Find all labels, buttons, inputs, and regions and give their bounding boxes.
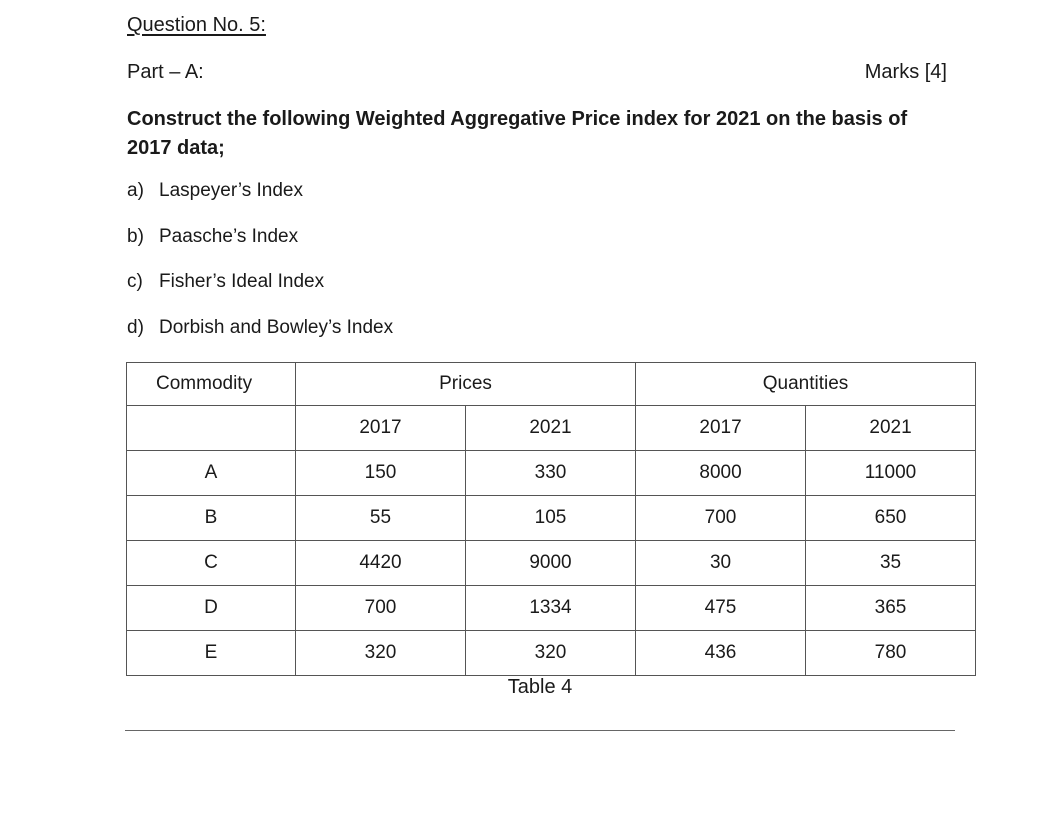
list-marker: a)	[127, 180, 144, 201]
table-cell: 330	[466, 451, 636, 496]
table-header-row	[127, 363, 976, 406]
table-cell: 35	[806, 541, 976, 586]
table-row	[127, 586, 976, 631]
part-label: Part – A:	[127, 61, 204, 83]
table-cell: E	[127, 631, 296, 676]
table-cell: 9000	[466, 541, 636, 586]
table-cell: D	[127, 586, 296, 631]
list-item	[127, 271, 324, 293]
list-item	[127, 180, 303, 202]
table-cell: 150	[296, 451, 466, 496]
table-cell: 105	[466, 496, 636, 541]
marks-label: Marks [4]	[864, 61, 947, 83]
table-cell: 11000	[806, 451, 976, 496]
table-cell: 320	[466, 631, 636, 676]
table-cell: 1334	[466, 586, 636, 631]
list-marker: d)	[127, 317, 144, 338]
list-label: Dorbish and Bowley’s Index	[159, 317, 394, 338]
table-cell: B	[127, 496, 296, 541]
qty-2021-header: 2021	[806, 406, 976, 451]
data-table	[126, 362, 976, 676]
list-label: Fisher’s Ideal Index	[159, 271, 325, 292]
table-cell: 4420	[296, 541, 466, 586]
table-cell: 8000	[636, 451, 806, 496]
price-2017-header: 2017	[296, 406, 466, 451]
empty-cell	[127, 406, 296, 451]
table-row	[127, 496, 976, 541]
table-cell: A	[127, 451, 296, 496]
question-title: Question No. 5:	[127, 14, 266, 36]
qty-2017-header: 2017	[636, 406, 806, 451]
table-cell: 365	[806, 586, 976, 631]
table-cell: 320	[296, 631, 466, 676]
table-cell: 780	[806, 631, 976, 676]
list-label: Paasche’s Index	[159, 226, 299, 247]
price-2021-header: 2021	[466, 406, 636, 451]
list-marker: c)	[127, 271, 143, 292]
table-cell: 700	[636, 496, 806, 541]
table-cell: 436	[636, 631, 806, 676]
list-item	[127, 317, 393, 339]
table-cell: 700	[296, 586, 466, 631]
table-row	[127, 541, 976, 586]
table-cell: 55	[296, 496, 466, 541]
table-subheader-row	[127, 406, 976, 451]
table-cell: 475	[636, 586, 806, 631]
table-cell: C	[127, 541, 296, 586]
instruction-text: Construct the following Weighted Aggregative Price index for 2021 on the basis of 2017 data;	[127, 108, 908, 159]
divider	[125, 730, 955, 731]
quantities-header: Quantities	[636, 363, 976, 406]
table-caption: Table 4	[507, 676, 573, 698]
table-cell: 30	[636, 541, 806, 586]
list-label: Laspeyer’s Index	[159, 180, 304, 201]
commodity-header: Commodity	[127, 363, 296, 406]
list-marker: b)	[127, 226, 144, 247]
table-row	[127, 451, 976, 496]
table-cell: 650	[806, 496, 976, 541]
list-item	[127, 226, 298, 248]
table-row	[127, 631, 976, 676]
prices-header: Prices	[296, 363, 636, 406]
